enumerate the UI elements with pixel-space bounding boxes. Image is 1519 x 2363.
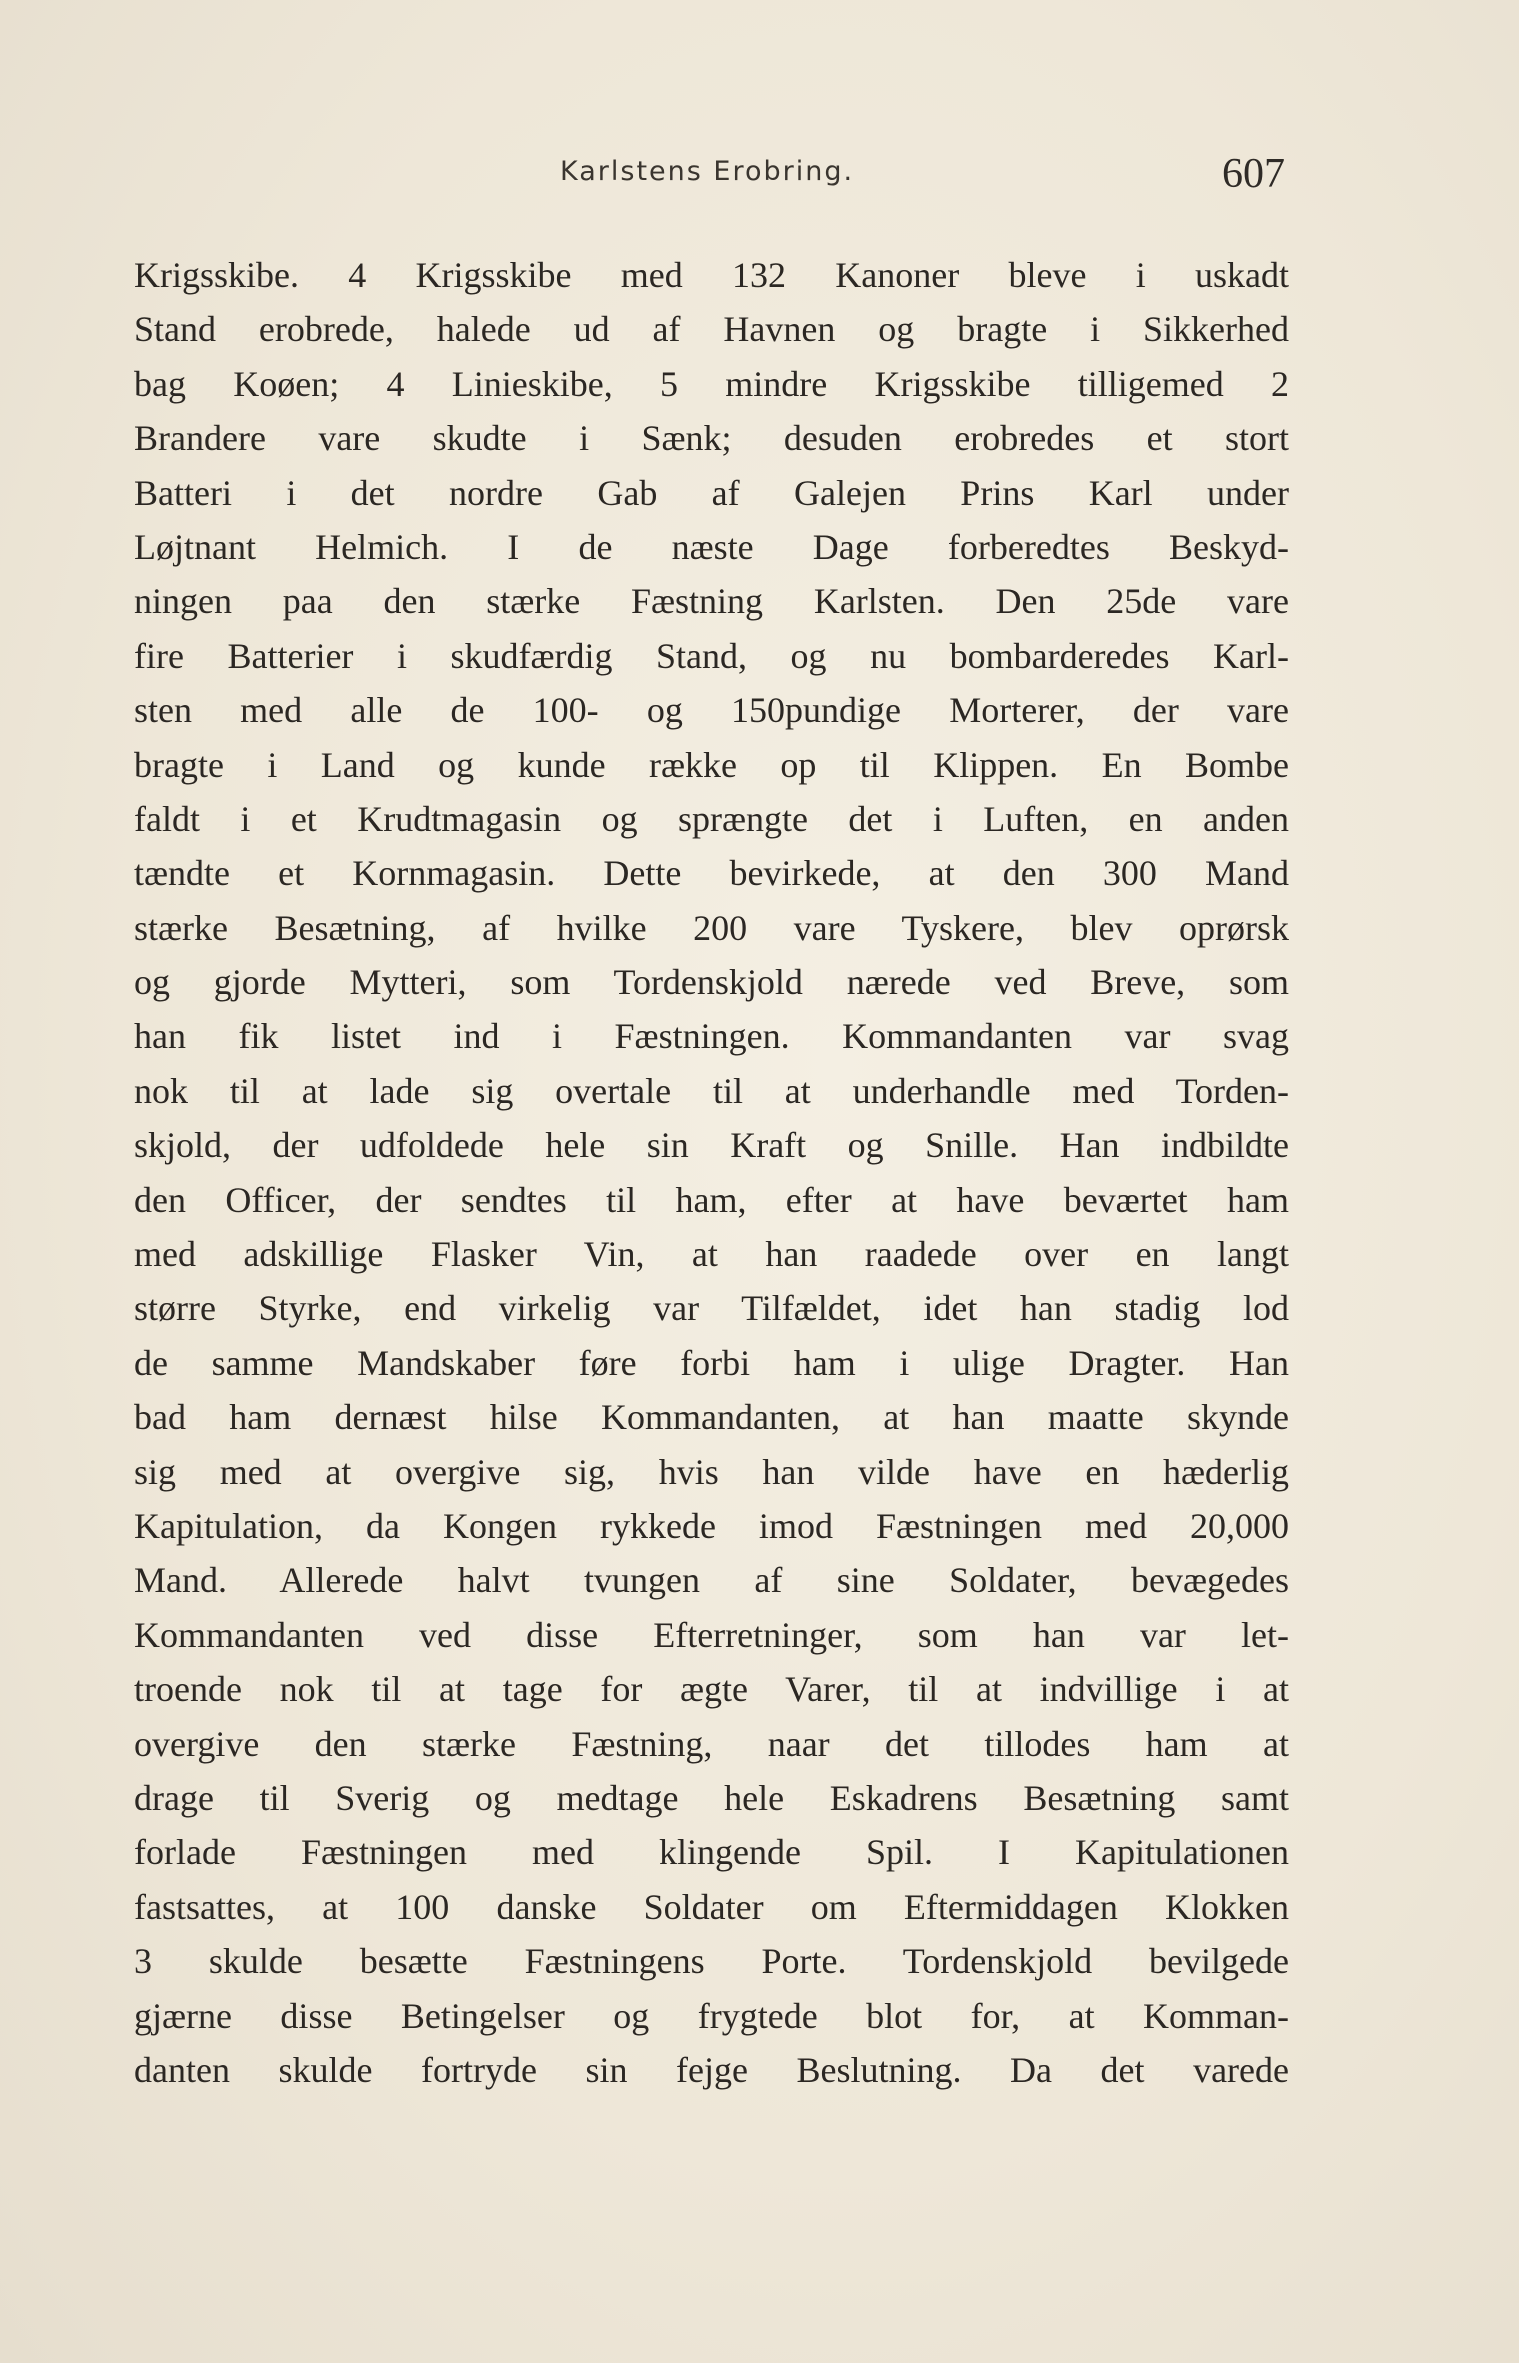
text-line: stærke Besætning, af hvilke 200 vare Tyskere, blev oprørsk [134, 907, 1289, 948]
running-head: Karlstens Erobring. [560, 156, 855, 187]
text-line: bad ham dernæst hilse Kommandanten, at han maatte skynde [134, 1397, 1289, 1438]
text-line: troende nok til at tage for ægte Varer, til at indvillige i at [134, 1669, 1289, 1710]
text-line: større Styrke, end virkelig var Tilfældet, idet han stadig lod [134, 1288, 1289, 1329]
text-line: 3 skulde besætte Fæstningens Porte. Tordenskjold bevilgede [134, 1941, 1289, 1982]
text-line: Stand erobrede, halede ud af Havnen og bragte i Sikkerhed [134, 309, 1289, 350]
body-text [134, 248, 1289, 2097]
text-line: sig med at overgive sig, hvis han vilde have en hæderlig [134, 1451, 1289, 1492]
text-line: Krigsskibe. 4 Krigsskibe med 132 Kanoner bleve i uskadt [134, 255, 1289, 295]
text-line: den Officer, der sendtes til ham, efter at have beværtet ham [134, 1179, 1289, 1220]
text-line: tændte et Kornmagasin. Dette bevirkede, at den 300 Mand [134, 853, 1289, 894]
text-line: Brandere vare skudte i Sænk; desuden erobredes et stort [134, 418, 1289, 459]
text-line: sten med alle de 100- og 150pundige Morterer, der vare [134, 690, 1289, 731]
text-line: bragte i Land og kunde række op til Klippen. En Bombe [134, 744, 1289, 785]
text-line: med adskillige Flasker Vin, at han raadede over en langt [134, 1234, 1289, 1275]
text-line: gjærne disse Betingelser og frygtede blot for, at Komman- [134, 1995, 1289, 2036]
text-line: faldt i et Krudtmagasin og sprængte det i Luften, en anden [134, 798, 1289, 839]
text-line: ningen paa den stærke Fæstning Karlsten. Den 25de vare [134, 581, 1289, 622]
text-line: Kapitulation, da Kongen rykkede imod Fæstningen med 20,000 [134, 1505, 1289, 1546]
text-line: Løjtnant Helmich. I de næste Dage forberedtes Beskyd- [134, 526, 1289, 567]
text-line: bag Koøen; 4 Linieskibe, 5 mindre Krigsskibe tilligemed 2 [134, 363, 1289, 404]
text-line: han fik listet ind i Fæstningen. Kommandanten var svag [134, 1016, 1289, 1057]
text-line: og gjorde Mytteri, som Tordenskjold nærede ved Breve, som [134, 962, 1289, 1003]
text-line: fastsattes, at 100 danske Soldater om Eftermiddagen Klokken [134, 1886, 1289, 1927]
text-line: drage til Sverig og medtage hele Eskadrens Besætning samt [134, 1777, 1289, 1818]
text-line: de samme Mandskaber føre forbi ham i ulige Dragter. Han [134, 1342, 1289, 1383]
page-number: 607 [1222, 151, 1285, 197]
text-line: overgive den stærke Fæstning, naar det tillodes ham at [134, 1723, 1289, 1764]
text-line: forlade Fæstningen med klingende Spil. I Kapitulationen [134, 1832, 1289, 1873]
text-line: skjold, der udfoldede hele sin Kraft og Snille. Han indbildte [134, 1125, 1289, 1166]
text-line: danten skulde fortryde sin fejge Beslutning. Da det varede [134, 2049, 1289, 2090]
text-line: Kommandanten ved disse Efterretninger, som han var let- [134, 1614, 1289, 1655]
text-line: Batteri i det nordre Gab af Galejen Prins Karl under [134, 472, 1289, 513]
text-line: fire Batterier i skudfærdig Stand, og nu bombarderedes Karl- [134, 635, 1289, 676]
text-line: Mand. Allerede halvt tvungen af sine Soldater, bevægedes [134, 1560, 1289, 1601]
text-line: nok til at lade sig overtale til at underhandle med Torden- [134, 1070, 1289, 1111]
